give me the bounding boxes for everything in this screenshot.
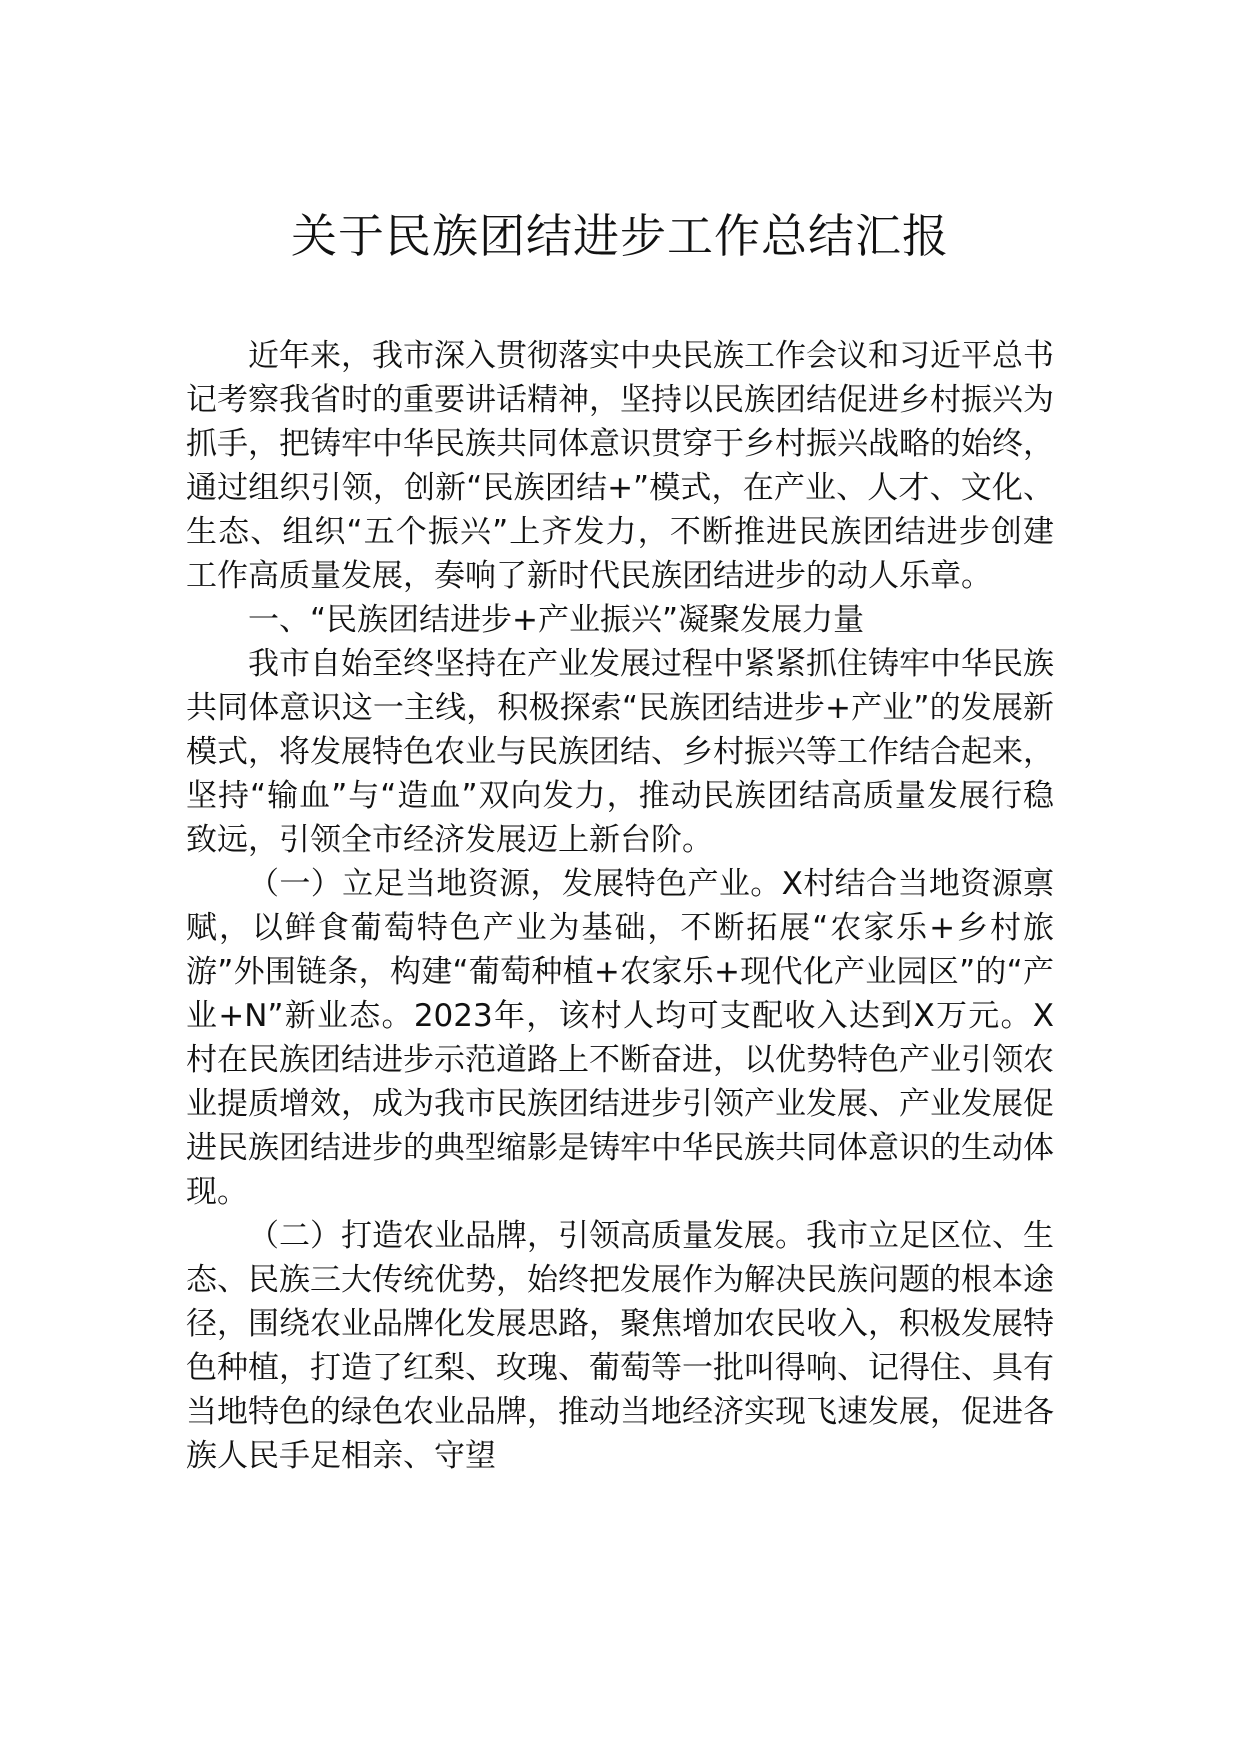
section-heading-1: 一、“民族团结进步+产业振兴”凝聚发展力量 [248, 602, 865, 638]
paragraph-subsection-2: （二）打造农业品牌，引领高质量发展。我市立足区位、生态、民族三大传统优势，始终把发展作为解决民族问题的根本途径，围绕农业品牌化发展思路，聚焦增加农民收入，积极发展特色种植，打造了红梨、玫瑰、葡萄等一批叫得响、记得住、具有当地特色的绿色农业品牌，推动当地经济实现飞速发展，促进各族人民手足相亲、守望 [186, 1218, 1054, 1474]
paragraph-section-1: 我市自始至终坚持在产业发展过程中紧紧抓住铸牢中华民族共同体意识这一主线，积极探索“民族团结进步+产业”的发展新模式，将发展特色农业与民族团结、乡村振兴等工作结合起来，坚持“输血”与“造血”双向发力，推动民族团结高质量发展行稳致远，引领全市经济发展迈上新台阶。 [186, 646, 1054, 858]
paragraph-subsection-1: （一）立足当地资源，发展特色产业。X村结合当地资源禀赋，以鲜食葡萄特色产业为基础，不断拓展“农家乐+乡村旅游”外围链条，构建“葡萄种植+农家乐+现代化产业园区”的“产业+N”新业态。2023年，该村人均可支配收入达到X万元。X村在民族团结进步示范道路上不断奋进，以优势特色产业引领农业提质增效，成为我市民族团结进步引领产业发展、产业发展促进民族团结进步的典型缩影是铸牢中华民族共同体意识的生动体现。 [186, 866, 1054, 1210]
paragraph-intro: 近年来，我市深入贯彻落实中央民族工作会议和习近平总书记考察我省时的重要讲话精神，坚持以民族团结促进乡村振兴为抓手，把铸牢中华民族共同体意识贯穿于乡村振兴战略的始终，通过组织引领，创新“民族团结+”模式，在产业、人才、文化、生态、组织“五个振兴”上齐发力，不断推进民族团结进步创建工作高质量发展，奏响了新时代民族团结进步的动人乐章。 [186, 338, 1054, 594]
document-body [186, 334, 1054, 1478]
document-title: 关于民族团结进步工作总结汇报 [291, 209, 949, 263]
